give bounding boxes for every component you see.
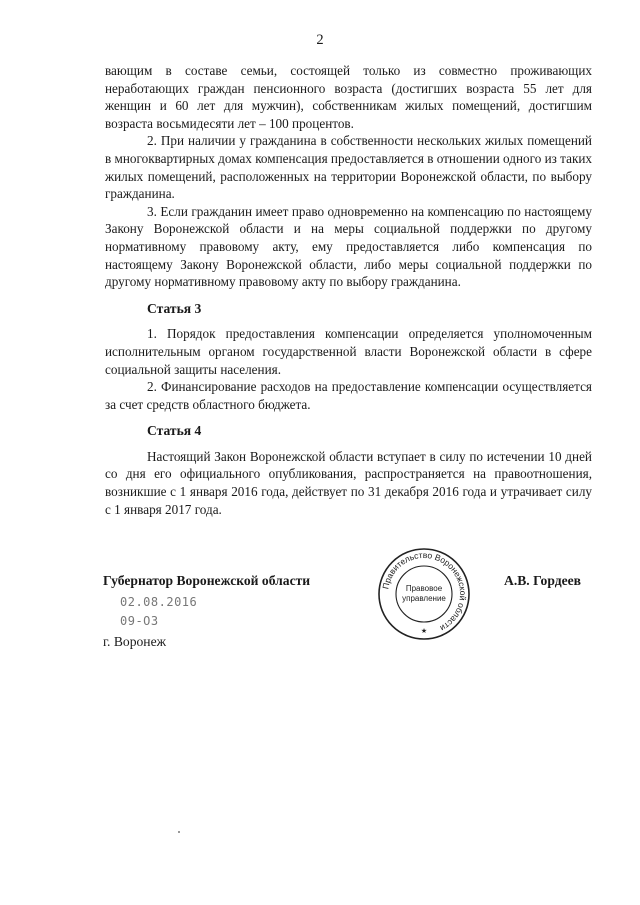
seal-inner-line-2: управление bbox=[402, 594, 446, 603]
registration-number: 09-ОЗ bbox=[120, 614, 159, 628]
seal-star-icon: ★ bbox=[420, 627, 428, 635]
seal-inner-line-1: Правовое bbox=[405, 584, 443, 593]
article-4-paragraph: Настоящий Закон Воронежской области вступает в силу по истечении 10 дней со дня его официального опубликования, распространяется на правоотношения, возникшие с 1 января 2016 года, действует по 31 декабря 2016 года и утрачивает силу с 1 января 2017 года. bbox=[105, 448, 592, 517]
city-label: г. Воронеж bbox=[103, 634, 166, 649]
article-3-paragraph-1: 1. Порядок предоставления компенсации определяется уполномоченным исполнительным органом государственной власти Воронежской области в сфере социальной защиты населения. bbox=[105, 326, 592, 377]
article-3-paragraph-2: 2. Финансирование расходов на предоставление компенсации осуществляется за счет средств областного бюджета. bbox=[105, 379, 592, 412]
official-seal-stamp bbox=[377, 547, 471, 641]
registration-date: 02.08.2016 bbox=[120, 595, 198, 609]
paragraph-continuation: вающим в составе семьи, состоящей только из совместно проживающих неработающих граждан пенсионного возраста (достигших возраста 55 лет для женщин и 60 лет для мужчин), собственникам жилых помещений, достигшим возраста восьмидесяти лет – 100 процентов. bbox=[105, 63, 592, 131]
paragraph-3: 3. Если гражданин имеет право одновременно на компенсацию по настоящему Закону Воронежской области и на меры социальной поддержки по другому нормативному правовому акту, ему предоставляется либо компенсация по настоящему Закону Воронежской области, либо меры социальной поддержки по другому нормативному правовому акту по выбору гражданина. bbox=[105, 203, 592, 290]
paragraph-2: 2. При наличии у гражданина в собственности нескольких жилых помещений в многоквартирных домах компенсация предоставляется в отношении одного из таких жилых помещений, расположенных на территории Воронежской области, по выбору гражданина. bbox=[105, 133, 593, 202]
scan-speck bbox=[178, 831, 180, 833]
document-body bbox=[105, 62, 592, 518]
signatory-title: Губернатор Воронежской области bbox=[103, 573, 311, 588]
page-number: 2 bbox=[316, 32, 324, 48]
seal-outer-text: Правительство Воронежской области bbox=[380, 549, 469, 634]
signatory-name: А.В. Гордеев bbox=[504, 573, 581, 588]
article-4-heading: Статья 4 bbox=[147, 423, 202, 439]
article-3-heading: Статья 3 bbox=[147, 300, 202, 316]
